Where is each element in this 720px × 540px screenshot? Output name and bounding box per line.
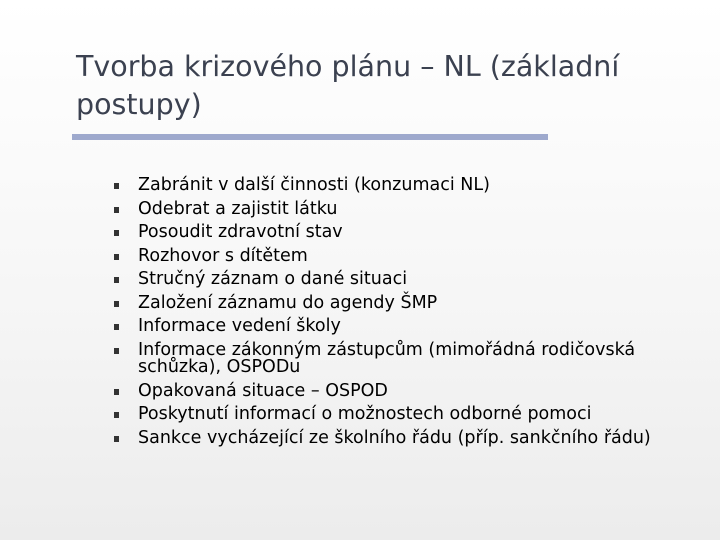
list-item-text: Informace vedení školy [138, 316, 341, 336]
list-item [114, 245, 714, 269]
square-bullet-icon [114, 207, 119, 213]
list-item-text: Odebrat a zajistit látku [138, 198, 338, 219]
list-item [114, 198, 714, 222]
slide-title: Tvorba krizového plánu – NL (základní postupy) [76, 50, 620, 121]
title-underline [72, 134, 548, 140]
bullet-list [114, 174, 714, 450]
list-item-text: Poskytnutí informací o možnostech odborné pomoci [138, 404, 592, 424]
list-item-text: Stručný záznam o dané situaci [138, 269, 408, 289]
list-item [114, 427, 714, 451]
list-item [114, 380, 714, 404]
list-item [114, 174, 714, 198]
square-bullet-icon [114, 389, 119, 395]
list-item-text: Sankce vycházející ze školního řádu (příp. sankčního řádu) [138, 427, 651, 448]
list-item-text: Rozhovor s dítětem [138, 245, 308, 266]
list-item [114, 339, 714, 380]
list-item-text: Posoudit zdravotní stav [138, 222, 343, 242]
square-bullet-icon [114, 348, 119, 354]
square-bullet-icon [114, 412, 119, 418]
square-bullet-icon [114, 436, 119, 442]
square-bullet-icon [114, 301, 119, 307]
square-bullet-icon [114, 183, 119, 189]
square-bullet-icon [114, 254, 119, 260]
list-item [114, 292, 714, 316]
list-item [114, 268, 714, 292]
list-item-text: Informace zákonným zástupcům (mimořádná rodičovská schůzka), OSPODu [138, 339, 636, 377]
list-item-text: Založení záznamu do agendy ŠMP [138, 292, 438, 313]
square-bullet-icon [114, 324, 119, 330]
list-item [114, 403, 714, 427]
list-item-text: Zabránit v další činnosti (konzumaci NL) [138, 175, 490, 195]
square-bullet-icon [114, 277, 119, 283]
list-item-text: Opakovaná situace – OSPOD [138, 380, 388, 401]
list-item [114, 315, 714, 339]
square-bullet-icon [114, 230, 119, 236]
list-item [114, 221, 714, 245]
